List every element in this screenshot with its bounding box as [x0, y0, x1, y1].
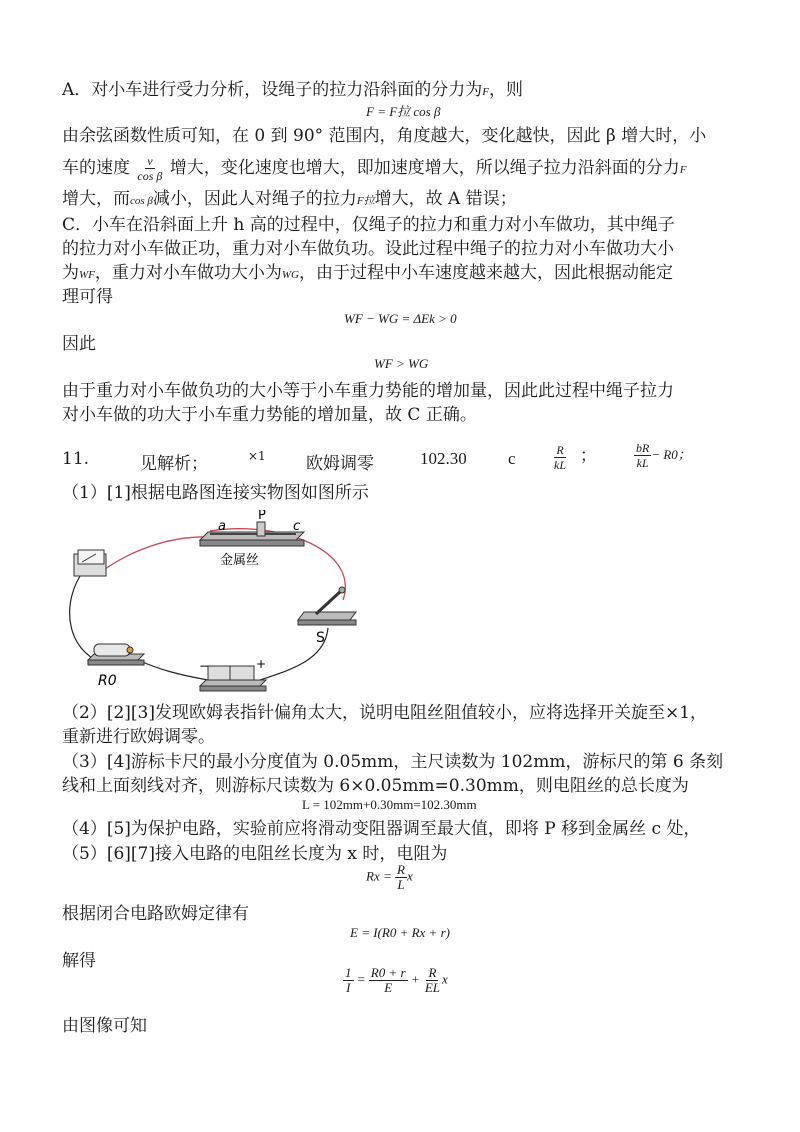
text-line: （1）[1]根据电路图连接实物图如图所示	[62, 483, 369, 503]
tail: x	[406, 868, 413, 884]
frac-tail: − R0；	[651, 447, 691, 462]
text-line: （3）[4]游标卡尺的最小分度值为 0.05mm，主尺读数为 102mm，游标尺的第 6 条刻	[62, 752, 724, 772]
frac-num: R	[428, 965, 437, 980]
answer-2: ×1	[248, 449, 266, 463]
text-line: 解得	[62, 951, 96, 971]
text: A．对小车进行受力分析，设绳子的拉力沿斜面的分力为	[62, 80, 483, 100]
equation-F: F = F拉 cos β	[366, 104, 441, 119]
frac-num: R0 + r	[370, 965, 406, 980]
frac-den: L	[397, 877, 405, 892]
text: ，则	[489, 80, 524, 100]
equation-1-over-I	[343, 966, 448, 995]
text: ，由于过程中小车速度越来越大，因此根据动能定	[299, 263, 673, 283]
equals: =	[356, 971, 366, 987]
red-wire	[98, 537, 208, 574]
label-S: S	[316, 630, 325, 646]
text-line: （4）[5]为保护电路，实验前应将滑动变阻器调至最大值，即将 P 移到金属丝 c 处，	[62, 819, 701, 839]
frac-den: cos β	[137, 169, 163, 183]
text-line: 对小车做的功大于小车重力势能的增加量，故 C 正确。	[62, 405, 477, 425]
var-WG: WG	[281, 269, 299, 281]
fraction-R-kL	[552, 443, 568, 472]
cos-beta: cos β	[130, 195, 153, 207]
equation-length: L = 102mm+0.30mm=102.30mm	[302, 797, 477, 812]
switch	[298, 587, 356, 625]
label-plus: +	[256, 657, 267, 671]
frac-num: R	[396, 862, 405, 877]
answer-4: 102.30	[420, 449, 467, 468]
text: 增大，而	[62, 189, 130, 209]
lhs: Rx =	[366, 868, 392, 884]
label-P: P	[258, 510, 266, 523]
fraction-R-EL	[423, 966, 442, 995]
text-line: 根据闭合电路欧姆定律有	[62, 904, 249, 924]
text-line: 的拉力对小车做正功，重力对小车做负功。设此过程中绳子的拉力对小车做功大小	[62, 239, 674, 259]
frac-den: kL	[554, 458, 566, 472]
metal-wire-board	[200, 522, 304, 546]
label-R0: R0	[98, 673, 117, 689]
rheostat	[88, 644, 144, 665]
fraction-R-L	[395, 863, 407, 892]
var-F-la: F拉	[356, 195, 375, 207]
text-line: 因此	[62, 334, 96, 354]
text-line: （5）[6][7]接入电路的电阻丝长度为 x 时，电阻为	[62, 844, 448, 864]
separator: ；	[579, 446, 597, 466]
circuit-diagram	[60, 510, 370, 700]
text: 减小，因此人对绳子的拉力	[152, 189, 357, 209]
question-number: 11.	[62, 449, 90, 469]
answer-7	[634, 441, 691, 470]
frac-den: E	[384, 980, 393, 995]
equation-E: E = I(R0 + Rx + r)	[350, 925, 450, 940]
fraction-R0r-E	[369, 966, 408, 995]
text: 为	[62, 263, 79, 283]
label-a: a	[218, 519, 226, 534]
ammeter	[74, 550, 106, 576]
text-line: C．小车在沿斜面上升 h 高的过程中，仅绳子的拉力和重力对小车做功，其中绳子	[62, 215, 675, 235]
frac-den: I	[346, 980, 351, 995]
text-line: 由于重力对小车做负功的大小等于小车重力势能的增加量，因此此过程中绳子拉力	[62, 381, 674, 401]
frac-num: v	[147, 154, 153, 168]
frac-den: kL	[636, 456, 649, 470]
label-minus: −	[199, 659, 210, 673]
text-line	[62, 186, 517, 214]
fraction-v-cos	[135, 154, 164, 183]
answer-5: c	[508, 449, 516, 468]
frac-num: 1	[345, 965, 352, 980]
answer-1: 见解析；	[140, 454, 208, 474]
text-line: 理可得	[62, 287, 113, 307]
text-line: 重新进行欧姆调零。	[62, 727, 215, 747]
frac-num: R	[556, 443, 564, 457]
text-line: 由余弦函数性质可知，在 0 到 90° 范围内，角度越大，变化越快，因此 β 增大时，小	[62, 126, 707, 146]
equation-Rx	[366, 863, 413, 892]
fraction-1-I	[343, 966, 354, 995]
text: 增大，变化速度也增大，即加速度增大，所以绳子拉力沿斜面的分力	[169, 158, 680, 178]
answer-6	[552, 441, 597, 472]
label-wire: 金属丝	[220, 553, 260, 568]
text-line	[62, 260, 673, 288]
black-wire	[138, 660, 208, 680]
var-WF: WF	[79, 269, 95, 281]
text-line	[62, 77, 523, 105]
var-F: F	[679, 164, 687, 176]
text-line: 线和上面刻线对齐，则游标尺读数为 6×0.05mm=0.30mm，则电阻丝的总长度为	[62, 776, 689, 796]
text: ，重力对小车做功大小为	[94, 263, 282, 283]
tail: x	[442, 971, 448, 987]
frac-num: bR	[636, 441, 650, 455]
label-c: c	[293, 519, 301, 534]
text-line	[62, 154, 687, 183]
plus: +	[410, 971, 420, 987]
frac-den: EL	[424, 980, 441, 995]
equation-work: WF − WG = ΔEk > 0	[344, 311, 457, 326]
text: 车的速度	[62, 158, 130, 178]
fraction-bR-kL	[634, 441, 651, 470]
equation-compare: WF > WG	[374, 356, 429, 371]
text-line: 由图像可知	[62, 1016, 147, 1036]
answer-3: 欧姆调零	[306, 454, 374, 474]
var-F: F	[482, 86, 490, 98]
text: 增大，故 A 错误；	[374, 189, 517, 209]
text-line: （2）[2][3]发现欧姆表指针偏角太大，说明电阻丝阻值较小，应将选择开关旋至×1，	[62, 703, 708, 723]
